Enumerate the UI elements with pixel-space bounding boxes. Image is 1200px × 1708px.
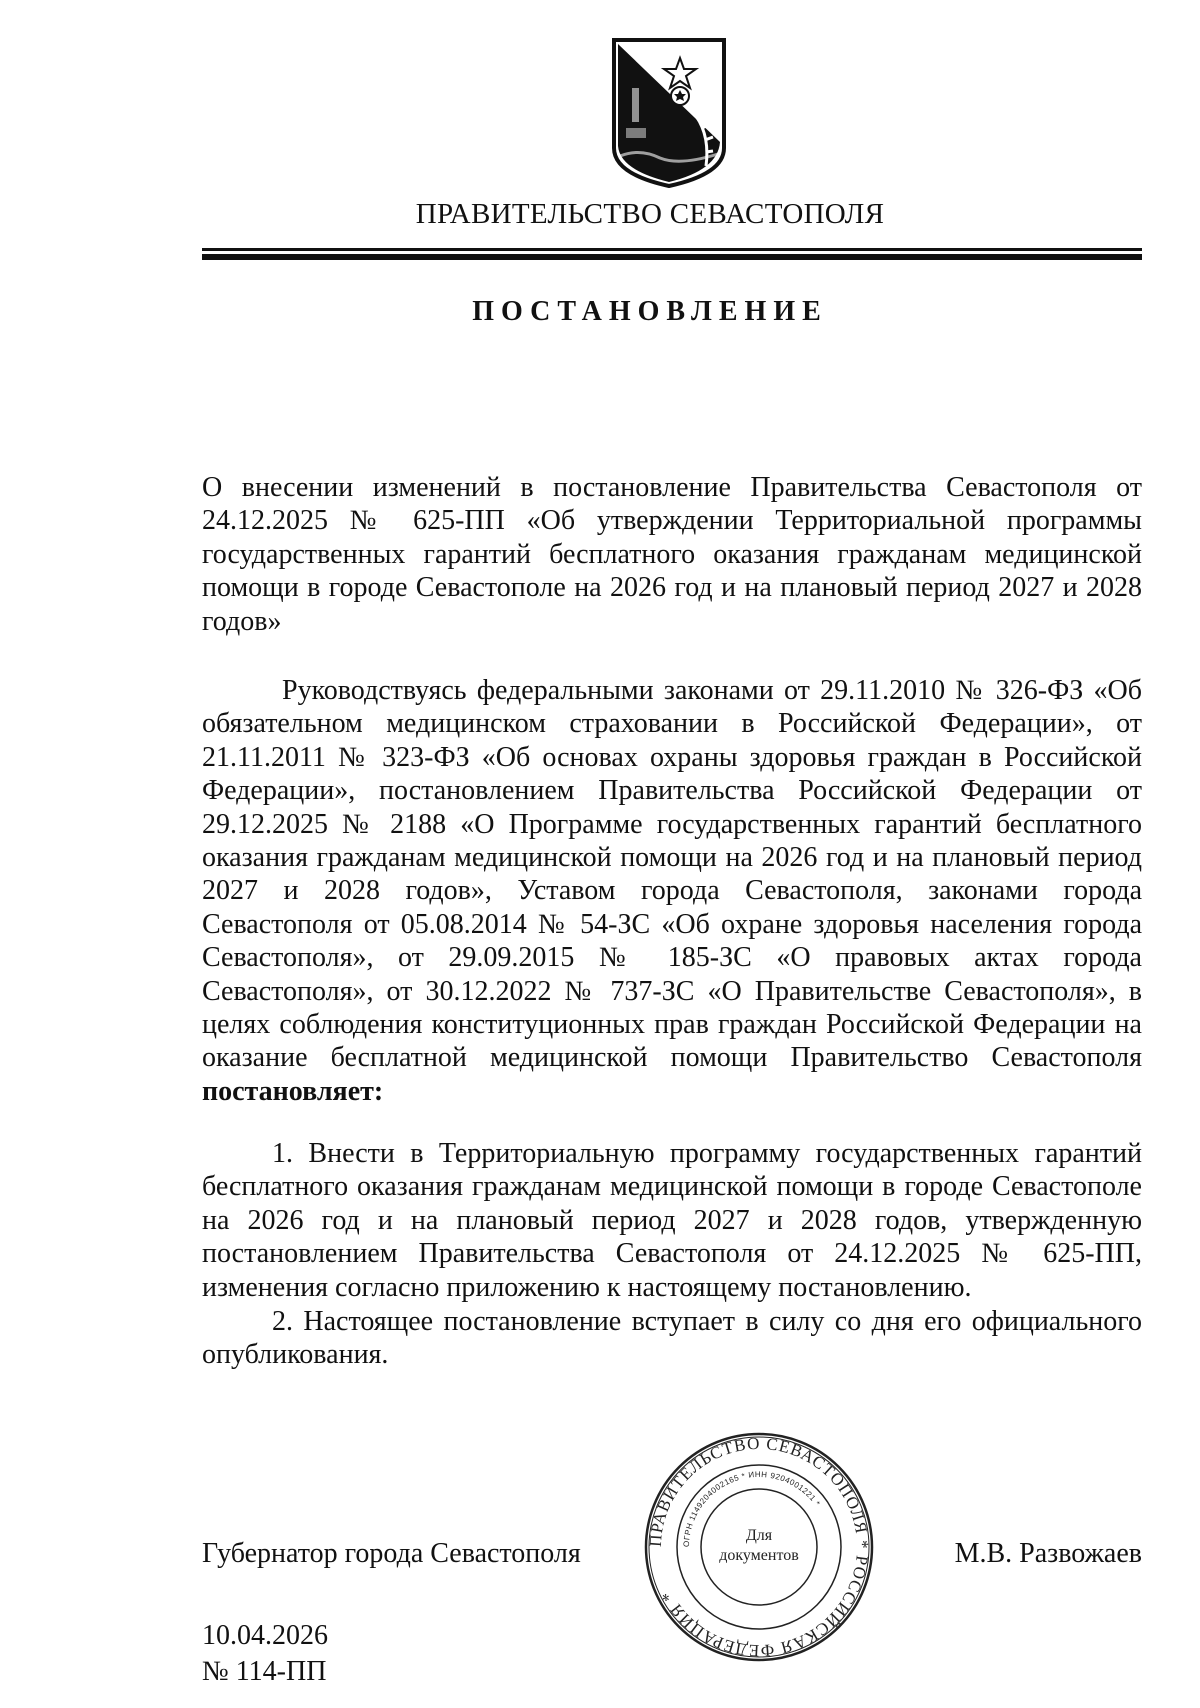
document-number: № 114-ПП bbox=[202, 1656, 327, 1687]
seal-outer-text: ПРАВИТЕЛЬСТВО СЕВАСТОПОЛЯ * РОССИЙСКАЯ ФЕДЕРАЦИЯ * bbox=[645, 1433, 873, 1661]
signatory-name: М.В. Развожаев bbox=[954, 1538, 1142, 1569]
seal-center-line-1: Для bbox=[745, 1527, 773, 1544]
seal-center-line-2: документов bbox=[719, 1547, 799, 1564]
resolution-item-2: 2. Настоящее постановление вступает в силу со дня его официального опубликования. bbox=[202, 1306, 1142, 1371]
resolution-item-1: 1. Внести в Территориальную программу государственных гарантий бесплатного оказания гражданам медицинской помощи в городе Севастополе на 2026 год и на плановый период 2027 и 2028 годов, утвержденную постановлением Правительства Севастополя от 24.12.2025 № 625-ПП, изменения согласно приложению к настоящему постановлению. bbox=[202, 1138, 1142, 1303]
preamble-paragraph bbox=[202, 674, 1142, 1108]
coat-of-arms-icon bbox=[610, 36, 728, 191]
seal-inner-text: ОГРН 1149204002165 * ИНН 9204001221 * bbox=[681, 1469, 822, 1548]
government-title: ПРАВИТЕЛЬСТВО СЕВАСТОПОЛЯ bbox=[415, 198, 885, 230]
resolves-keyword: постановляет: bbox=[202, 1075, 384, 1107]
preamble-text: Руководствуясь федеральными законами от 29.11.2010 № 326-ФЗ «Об обязательном медицинском страховании в Российской Федерации», от 21.11.2011 № 323-ФЗ «Об основах охраны здоровья граждан в Российской Федерации», постановлением Правительства Российской Федерации от 29.12.2025 № 2188 «О Программе государственных гарантий бесплатного оказания гражданам медицинской помощи на 2026 год и на плановый период 2027 и 2028 годов», Уставом города Севастополя, законами города Севастополя от 05.08.2014 № 54-ЗС «Об охране здоровья населения города Севастополя», от 29.09.2015 № 185-ЗС «О правовых актах города Севастополя», от 30.12.2022 № 737-ЗС «О Правительстве Севастополя», в целях соблюдения конституционных прав граждан Российской Федерации на оказание бесплатной медицинской помощи Правительство Севастополя bbox=[202, 675, 1142, 1074]
document-date: 10.04.2026 bbox=[202, 1620, 328, 1651]
document-type-heading: ПОСТАНОВЛЕНИЕ bbox=[472, 296, 828, 327]
signatory-title: Губернатор города Севастополя bbox=[202, 1538, 581, 1569]
header-divider bbox=[202, 248, 1142, 251]
official-seal-icon bbox=[642, 1430, 876, 1664]
resolution-subject: О внесении изменений в постановление Правительства Севастополя от 24.12.2025 № 625-ПП «Об утверждении Территориальной программы государственных гарантий бесплатного оказания гражданам медицинской помощи в городе Севастополе на 2026 год и на плановый период 2027 и 2028 годов» bbox=[202, 472, 1142, 637]
document-footer bbox=[202, 1618, 328, 1690]
header-divider-thick bbox=[202, 254, 1142, 260]
